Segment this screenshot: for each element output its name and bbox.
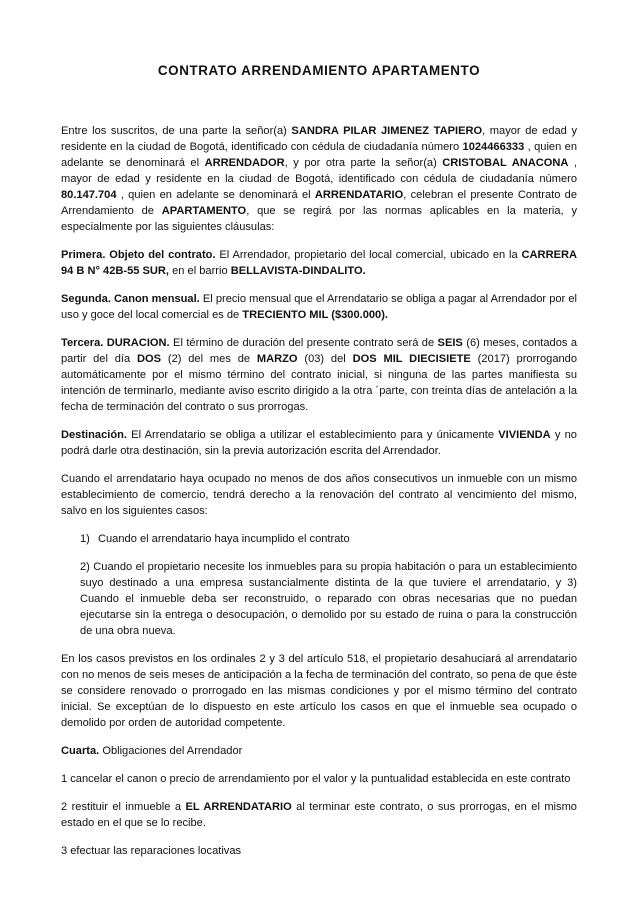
arrendador-id: 1024466333	[462, 141, 525, 153]
document-body	[61, 123, 577, 871]
obligation-1: 1 cancelar el canon o precio de arrendamiento por el valor y la puntualidad establecida en este contrato	[61, 773, 571, 785]
cases-paragraph: En los casos previstos en los ordinales 2 y 3 del artículo 518, el propietario desahuciará al arrendatario con no menos de seis meses de anticipación a la fecha de terminación del contrato, so pena de que éste se considere renovado o prorrogado en las mismas condiciones y por el mismo término del contrato inicial. Se exceptúan de lo dispuesto en este artículo los casos en que el inmueble sea ocupado o demolido por orden de autoridad competente.	[61, 653, 577, 729]
text: y no podrá darle otra destinación, sin la previa autorización escrita del Arrendador.	[61, 429, 577, 457]
text: El Arrendador, propietario del local comercial, ubicado en la	[215, 249, 522, 261]
text: (03) del	[297, 353, 353, 365]
start-day: DOS	[137, 353, 162, 365]
start-year: DOS MIL DIECISIETE	[352, 353, 471, 365]
obligation-3: 3 efectuar las reparaciones locativas	[61, 845, 242, 857]
text: , que se regirá por las normas aplicables en la materia, y especialmente por las siguientes cláusulas:	[61, 205, 577, 233]
text: El precio mensual que el Arrendatario se obliga a pagar al Arrendador por el uso y goce del local comercial es de	[61, 293, 577, 321]
arrendatario-name: CRISTOBAL ANACONA	[442, 157, 569, 169]
exceptions-list	[61, 531, 577, 639]
clause-destinacion	[61, 427, 577, 459]
text: , y por otra parte la señor(a)	[284, 157, 443, 169]
text: , quien en adelante se denominará el	[61, 141, 577, 169]
intro-paragraph	[61, 123, 577, 235]
text: , quien en adelante se denominará el	[116, 189, 315, 201]
renewal-paragraph: Cuando el arrendatario haya ocupado no menos de dos años consecutivos un inmueble con un mismo establecimiento de comercio, tendrá derecho a la renovación del contrato al vencimiento del mismo, salvo en los siguientes casos:	[61, 473, 577, 517]
text: Entre los suscritos, de una parte la señor(a)	[61, 125, 292, 137]
document-title: CONTRATO ARRENDAMIENTO APARTAMENTO	[157, 63, 481, 78]
text: , mayor de edad y residente en la ciudad de Bogotá, identificado con cédula de ciudadanía número	[61, 125, 577, 153]
text: El Arrendatario se obliga a utilizar el establecimiento para y únicamente	[126, 429, 499, 441]
clause-heading: Primera. Objeto del contrato.	[61, 249, 216, 261]
text: (2017) prorrogando automáticamente por el mismo término del contrato inicial, si ninguna de las partes manifiesta su intención de terminarlo, mediante aviso escrito dirigido a la otra ´parte, con treinta días de antelación a la fecha de terminación del contrato o sus prorrogas.	[61, 353, 577, 413]
clause-heading: Destinación.	[61, 429, 127, 441]
text: (6) meses, contados a partir del día	[61, 337, 578, 365]
clause-heading: Cuarta.	[61, 745, 100, 757]
start-month: MARZO	[256, 353, 298, 365]
property-barrio: BELLAVISTA-DINDALITO.	[230, 265, 366, 277]
clause-heading: Segunda. Canon mensual.	[61, 293, 200, 305]
arrendador-term: ARRENDADOR	[204, 157, 285, 169]
text: (2) del mes de	[161, 353, 257, 365]
list-number: 1)	[80, 533, 90, 545]
text: , mayor de edad y residente en la ciudad de Bogotá, identificado con cédula de ciudadanía número	[61, 157, 577, 185]
list-item-text: Cuando el arrendatario haya incumplido el contrato	[98, 533, 350, 545]
text: , celebran el presente Contrato de Arrendamiento de	[61, 189, 577, 217]
arrendatario-term: EL ARRENDATARIO	[185, 801, 292, 813]
text: 2 restituir el inmueble a	[61, 801, 186, 813]
arrendatario-id: 80.147.704	[61, 189, 117, 201]
duration-months: SEIS	[437, 337, 463, 349]
property-use: VIVIENDA	[498, 429, 551, 441]
clause-primera	[61, 247, 577, 279]
arrendador-name: SANDRA PILAR JIMENEZ TAPIERO	[291, 125, 483, 137]
list-item	[80, 531, 577, 547]
property-address: CARRERA 94 B N° 42B-55 SUR,	[61, 249, 577, 277]
object-term: APARTAMENTO	[161, 205, 247, 217]
list-item: 2) Cuando el propietario necesite los inmuebles para su propia habitación o para un establecimiento suyo destinado a una empresa sustancialmente distinta de la que tuviere el arrendatario, y 3) Cuando el inmueble deba ser reconstruido, o reparado con obras necesarias que no puedan ejecutarse sin la entrega o desocupación, o demolido por su estado de ruina o para la construcción de una obra nueva.	[80, 561, 577, 637]
text: al terminar este contrato, o sus prorrogas, en el mismo estado en el que se lo recibe.	[61, 801, 577, 829]
text: El término de duración del presente contrato será de	[169, 337, 438, 349]
text: Obligaciones del Arrendador	[99, 745, 243, 757]
arrendatario-term: ARRENDATARIO	[314, 189, 404, 201]
clause-tercera	[61, 335, 577, 415]
text: en el barrio	[169, 265, 231, 277]
rent-amount: TRECIENTO MIL ($300.000).	[242, 309, 388, 321]
clause-cuarta	[61, 743, 577, 759]
clause-heading: Tercera. DURACION.	[61, 337, 170, 349]
obligation-2	[61, 799, 577, 831]
clause-segunda	[61, 291, 577, 323]
